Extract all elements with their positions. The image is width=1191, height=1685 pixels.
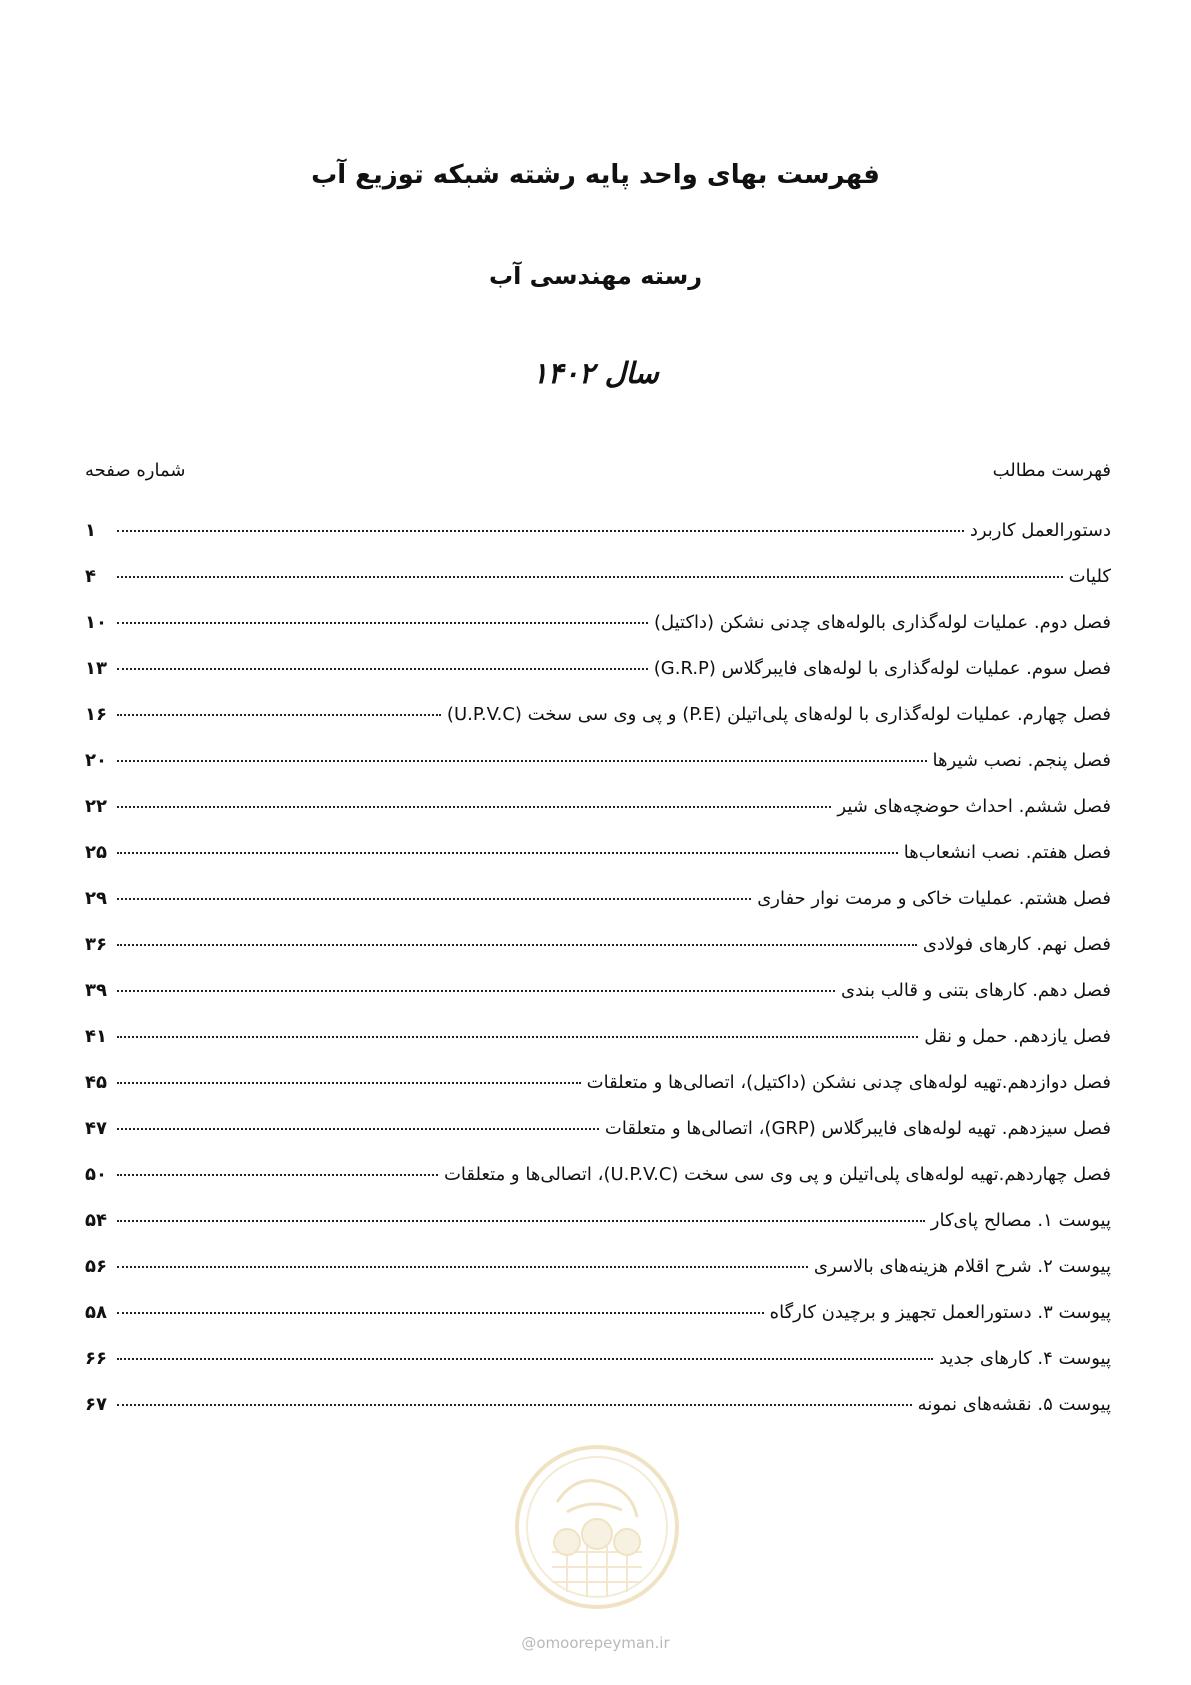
toc-dot-leader	[117, 1036, 918, 1038]
toc-entry-title: فصل دهم. کارهای بتنی و قالب بندی	[841, 980, 1111, 1001]
toc-dot-leader	[117, 1266, 808, 1268]
toc-entry[interactable]	[85, 1256, 1111, 1302]
toc-entry[interactable]	[85, 566, 1111, 612]
toc-entry-title: پیوست ۳. دستورالعمل تجهیز و برچیدن کارگاه	[769, 1302, 1111, 1323]
toc-entry[interactable]	[85, 704, 1111, 750]
toc-entry-page: ۲۵	[85, 842, 107, 863]
toc-entry[interactable]	[85, 612, 1111, 658]
document-year: سال ۱۴۰۲	[532, 356, 659, 390]
toc-entry[interactable]	[85, 1026, 1111, 1072]
toc-entry-page: ۶۶	[85, 1348, 107, 1369]
toc-entry-title: فصل ششم. احداث حوضچه‌های شیر	[837, 796, 1111, 817]
watermark-site-text: @omoorepeyman.ir	[521, 1634, 670, 1652]
toc-entry-title: فصل چهاردهم.تهیه لوله‌های پلی‌اتیلن و پی وی سی سخت (U.P.V.C)، اتصالی‌ها و متعلقات	[443, 1164, 1111, 1185]
toc-entry-title: دستورالعمل کاربرد	[969, 520, 1111, 541]
toc-dot-leader	[117, 806, 831, 808]
toc-entry-title: پیوست ۱. مصالح پای‌کار	[930, 1210, 1111, 1231]
toc-entry[interactable]	[85, 750, 1111, 796]
toc-entry-title: پیوست ۴. کارهای جدید	[939, 1348, 1111, 1369]
toc-entry[interactable]	[85, 1072, 1111, 1118]
toc-dot-leader	[117, 944, 917, 946]
toc-dot-leader	[117, 1358, 933, 1360]
toc-dot-leader	[117, 990, 835, 992]
toc-entry[interactable]	[85, 1210, 1111, 1256]
toc-entry-page: ۴۷	[85, 1118, 107, 1139]
toc-entry-page: ۳۶	[85, 934, 107, 955]
toc-entry-page: ۵۸	[85, 1302, 107, 1323]
toc-dot-leader	[117, 1082, 581, 1084]
toc-entry-page: ۱۶	[85, 704, 107, 725]
toc-entry[interactable]	[85, 842, 1111, 888]
toc-dot-leader	[117, 1220, 925, 1222]
toc-entry-page: ۴	[85, 566, 96, 587]
toc-dot-leader	[117, 622, 648, 624]
toc-entry-page: ۴۱	[85, 1026, 107, 1047]
toc-entry-page: ۵۶	[85, 1256, 107, 1277]
toc-entry-title: فصل هشتم. عملیات خاکی و مرمت نوار حفاری	[757, 888, 1111, 909]
toc-contents-label: فهرست مطالب	[992, 460, 1111, 481]
toc-entry-title: فصل یازدهم. حمل و نقل	[924, 1026, 1111, 1047]
toc-entry[interactable]	[85, 1118, 1111, 1164]
document-title: فهرست بهای واحد پایه رشته شبکه توزیع آب	[311, 160, 880, 190]
toc-entry-page: ۲۰	[85, 750, 107, 771]
toc-entry[interactable]	[85, 888, 1111, 934]
toc-page-label: شماره صفحه	[85, 460, 186, 481]
toc-entry-title: فصل نهم. کارهای فولادی	[922, 934, 1111, 955]
toc-entry-title: فصل هفتم. نصب انشعاب‌ها	[903, 842, 1111, 863]
toc-dot-leader	[117, 760, 927, 762]
toc-entry[interactable]	[85, 1302, 1111, 1348]
toc-dot-leader	[117, 1174, 438, 1176]
toc-dot-leader	[117, 530, 964, 532]
toc-entry[interactable]	[85, 934, 1111, 980]
toc-entry[interactable]	[85, 796, 1111, 842]
toc-entry-page: ۵۰	[85, 1164, 107, 1185]
toc-entry-title: پیوست ۵. نقشه‌های نمونه	[917, 1394, 1111, 1415]
toc-dot-leader	[117, 1312, 764, 1314]
toc-entry-page: ۲۹	[85, 888, 107, 909]
toc-dot-leader	[117, 1404, 912, 1406]
toc-entry[interactable]	[85, 658, 1111, 704]
toc-entry-page: ۱۳	[85, 658, 107, 679]
toc-entry-page: ۳۹	[85, 980, 107, 1001]
toc-dot-leader	[117, 852, 898, 854]
toc-entry-page: ۱	[85, 520, 96, 541]
toc-dot-leader	[117, 1128, 599, 1130]
toc-entry-page: ۶۷	[85, 1394, 107, 1415]
watermark-logo-icon	[512, 1442, 682, 1612]
toc-entry-title: فصل پنجم. نصب شیرها	[932, 750, 1111, 771]
toc-entry[interactable]	[85, 1348, 1111, 1394]
toc-entry-page: ۱۰	[85, 612, 107, 633]
toc-entry-title: فصل دوم. عملیات لوله‌گذاری بالوله‌های چدنی نشکن (داکتیل)	[653, 612, 1111, 633]
toc-entry[interactable]	[85, 1164, 1111, 1210]
toc-dot-leader	[117, 898, 751, 900]
toc-entry-title: پیوست ۲. شرح اقلام هزینه‌های بالاسری	[813, 1256, 1111, 1277]
toc-dot-leader	[117, 668, 648, 670]
toc-entry-page: ۲۲	[85, 796, 107, 817]
toc-entry[interactable]	[85, 520, 1111, 566]
toc-entry-title: کلیات	[1068, 566, 1111, 587]
toc-dot-leader	[117, 576, 1063, 578]
table-of-contents	[85, 520, 1111, 1440]
toc-entry[interactable]	[85, 1394, 1111, 1440]
toc-entry-title: فصل چهارم. عملیات لوله‌گذاری با لوله‌های پلی‌اتیلن (P.E) و پی وی سی سخت (U.P.V.C)	[446, 704, 1111, 725]
toc-entry-title: فصل دوازدهم.تهیه لوله‌های چدنی نشکن (داکتیل)، اتصالی‌ها و متعلقات	[586, 1072, 1111, 1093]
toc-entry-title: فصل سوم. عملیات لوله‌گذاری با لوله‌های فایبرگلاس (G.R.P)	[653, 658, 1111, 679]
toc-dot-leader	[117, 714, 441, 716]
toc-entry-page: ۴۵	[85, 1072, 107, 1093]
toc-entry-page: ۵۴	[85, 1210, 107, 1231]
document-subtitle: رسته مهندسی آب	[488, 262, 703, 290]
toc-entry[interactable]	[85, 980, 1111, 1026]
toc-entry-title: فصل سیزدهم. تهیه لوله‌های فایبرگلاس (GRP)، اتصالی‌ها و متعلقات	[604, 1118, 1111, 1139]
